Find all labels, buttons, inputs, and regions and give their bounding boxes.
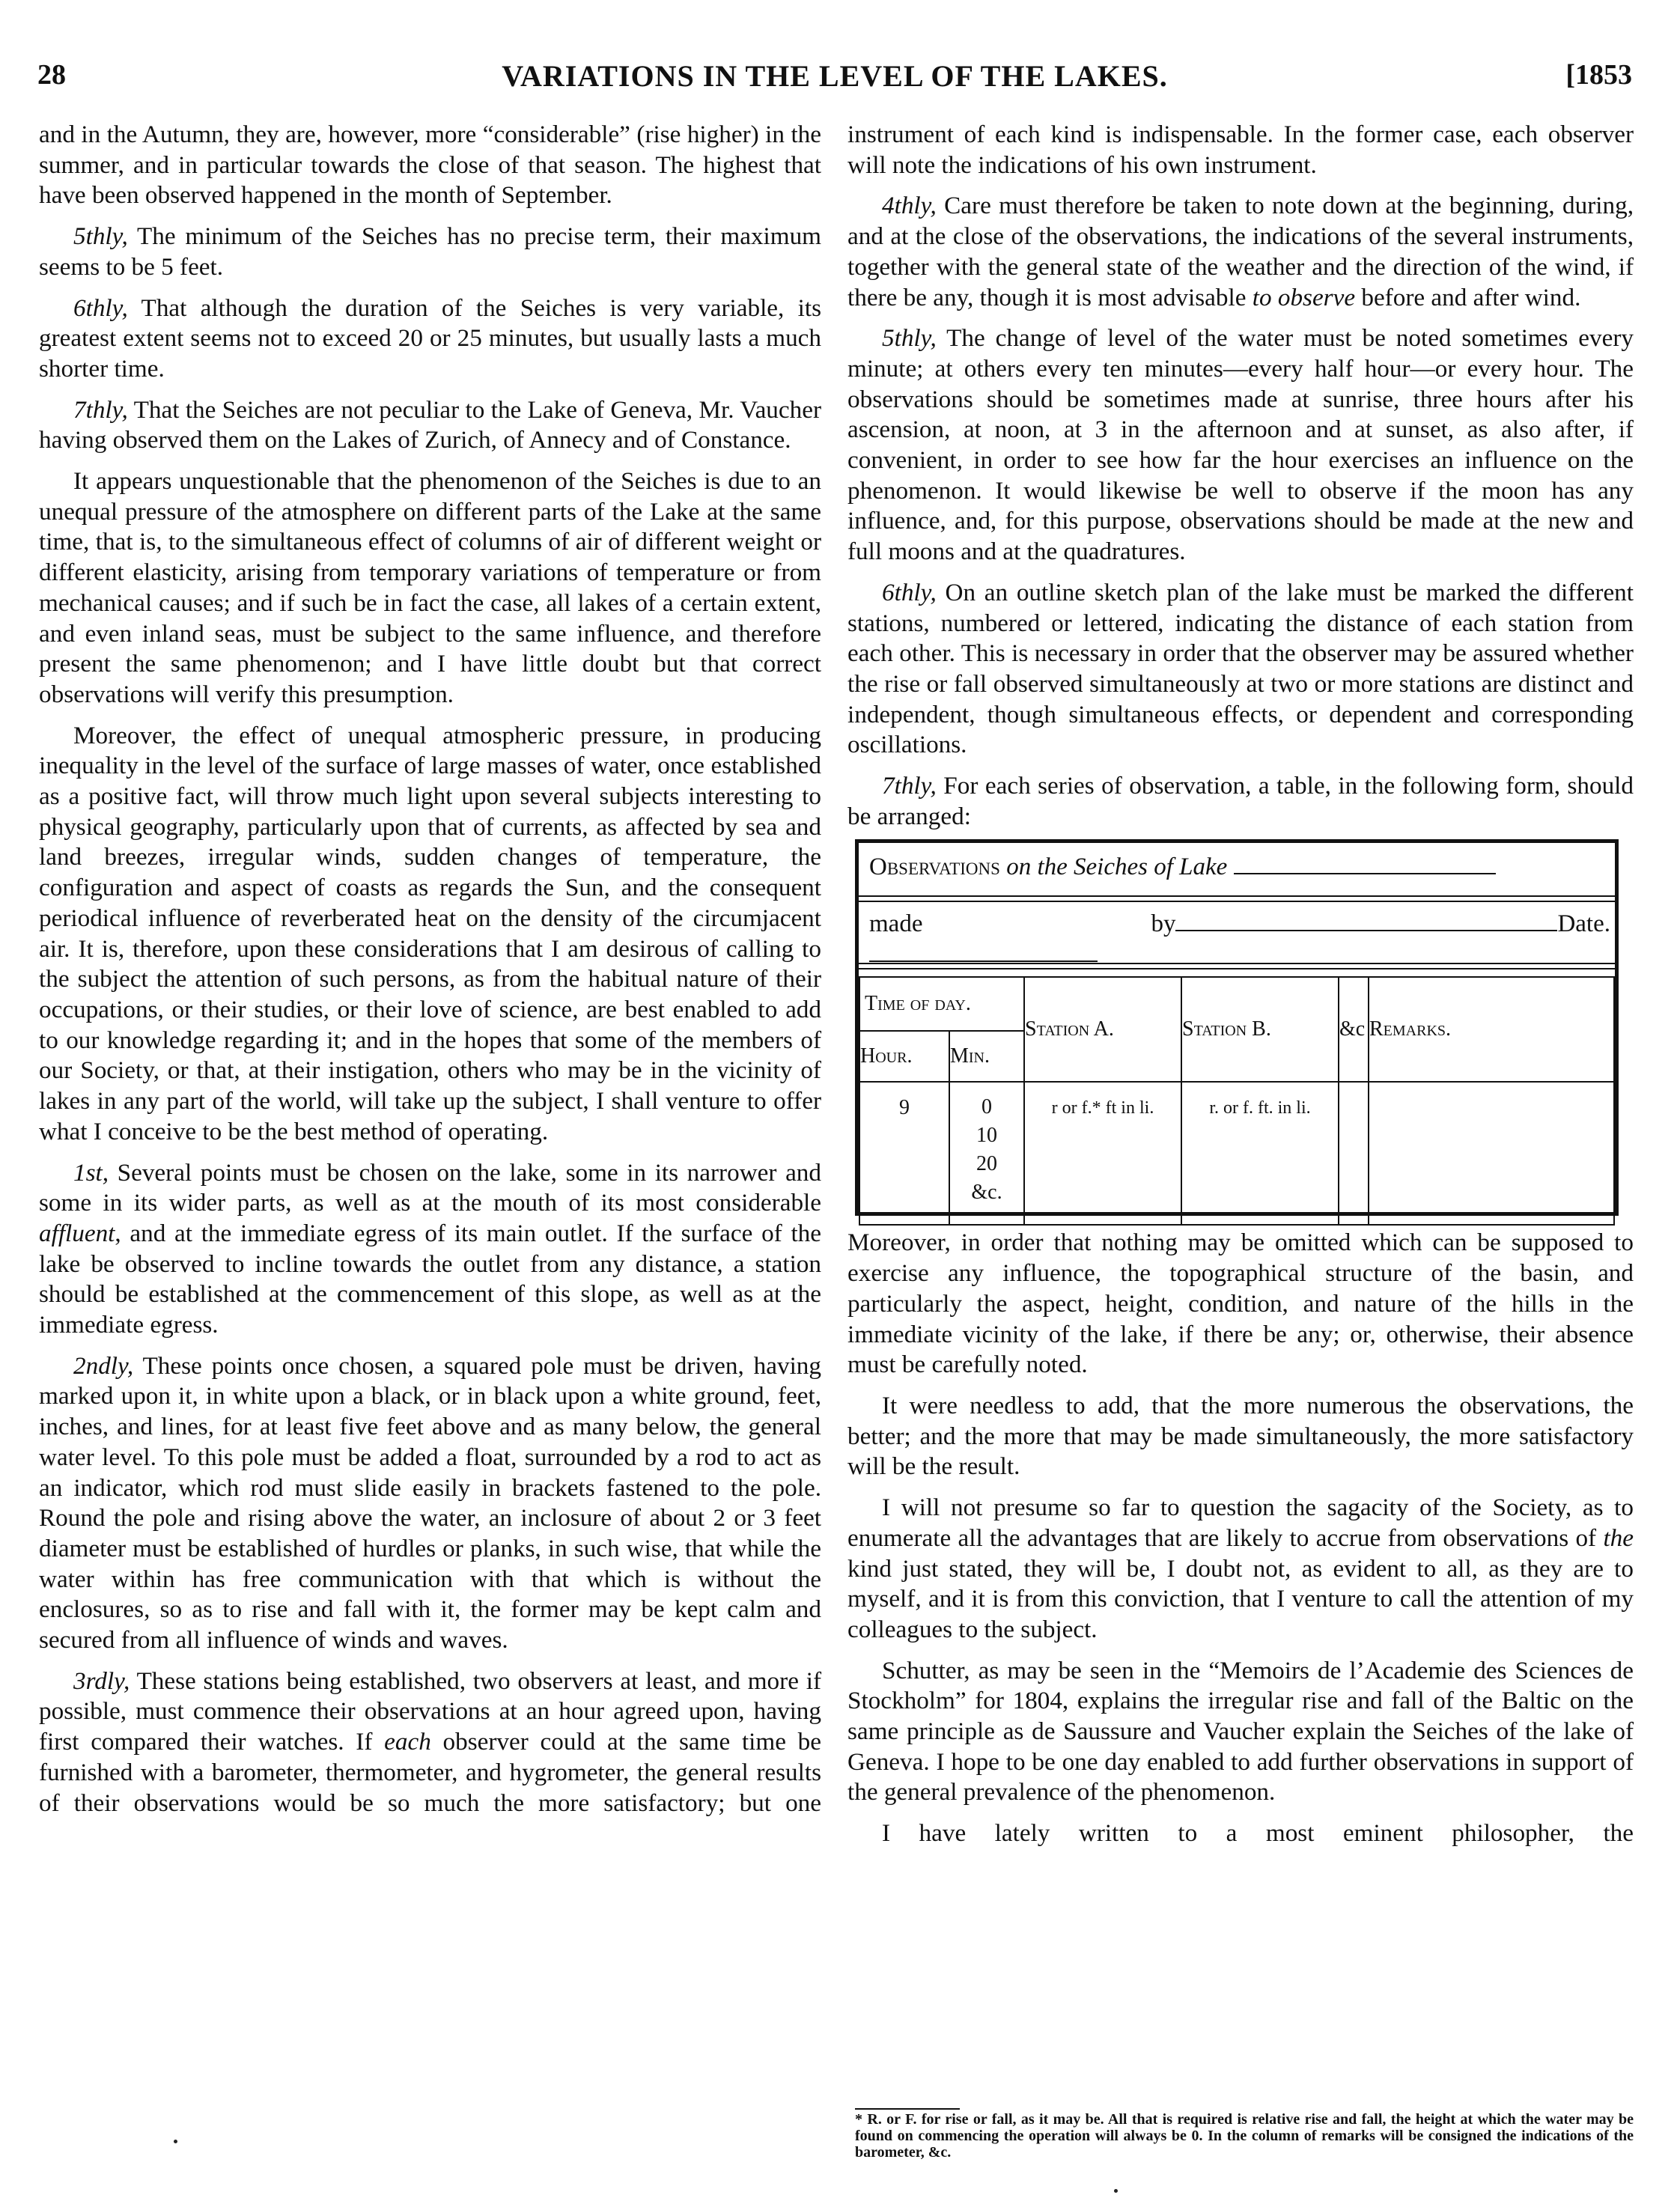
minute-value: &c. bbox=[971, 1181, 1002, 1205]
observation-form bbox=[855, 839, 1619, 1216]
paragraph-text: These points once chosen, a squared pole must be driven, having marked upon it, in white upon a black, or in black upon a white ground, feet, inches, and lines, for at least five feet above and as many below, the general water level. To this pole must be added a float, surrounded by a rod to act as an indicator, which rod must slide easily in brackets fastened to the pole. Round the pole and rising above the water, an inclosure of about 2 or 3 feet diameter must be established of hurdles or planks, in such wise, that while the water within has free communication with that which is without the enclosures, so as to rise and fall with it, the former may be kept calm and secured from all influence of winds and waves. bbox=[39, 1351, 821, 1654]
paragraph-text: Care must therefore be taken to note down at the beginning, during, and at the close of the observations, the indications of the several instruments, together with the general state of the weather and the direction of the wind, if there be any, though it is most advisable bbox=[847, 192, 1634, 311]
paragraph-lead: 1st, bbox=[73, 1158, 109, 1187]
double-rule bbox=[859, 963, 1615, 969]
running-head bbox=[37, 58, 1632, 103]
volume-year: [1853 bbox=[1565, 59, 1632, 91]
paragraph-text: Several points must be chosen on the lake, some in its narrower and some in its wider parts, as well as at the mouth of its most considerable bbox=[39, 1158, 821, 1217]
paragraph-lead: 5thly, bbox=[882, 324, 937, 353]
paragraph bbox=[39, 222, 821, 282]
right-column bbox=[847, 120, 1634, 1860]
paragraph-text: These stations being established, two observers at least, and more if possible, must commence their observations at an hour agreed upon, having first compared their watches. If bbox=[39, 1666, 821, 1756]
cell-minutes bbox=[949, 1082, 1024, 1225]
made-by-label: made by bbox=[869, 910, 1176, 938]
paragraph bbox=[847, 191, 1634, 313]
observation-table bbox=[859, 976, 1615, 1226]
print-speck bbox=[1114, 2189, 1118, 2193]
col-etc: &c bbox=[1339, 977, 1369, 1082]
col-min: Min. bbox=[949, 1031, 1024, 1082]
paragraph bbox=[39, 293, 821, 385]
page-number: 28 bbox=[37, 59, 66, 91]
form-made-by-line bbox=[869, 909, 1610, 969]
paragraph: instrument of each kind is indispensable. In the former case, each observer will note the indications of his own instrument. bbox=[847, 121, 1634, 179]
col-station-b: Station B. bbox=[1181, 977, 1339, 1082]
blank-line bbox=[1234, 873, 1496, 874]
paragraph-text: The change of level of the water must be noted sometimes every minute; at others every ten minutes—every half hour—or every hour. The observations should be sometimes made at sunrise, three hours after his ascension, at noon, at 3 in the afternoon and at sunset, as also after, if convenient, in order to see how far the hour exercises an influence on the phenomenon. It would likewise be well to observe if the moon has any influence, and, for this purpose, observations should be made at the new and full moons and at the quadratures. bbox=[847, 324, 1634, 566]
date-label: Date. bbox=[1557, 910, 1610, 938]
table-header-row bbox=[859, 977, 1614, 1031]
minute-value: 20 bbox=[976, 1152, 997, 1176]
paragraph: It appears unquestionable that the phenomenon of the Seiches is due to an unequal pressure of the atmosphere on different parts of the Lake at the same time, that is, to the simultaneous effect of columns of air of different weight or different elasticity, arising from temporary variations of temperature or from mechanical causes; and if such be in fact the case, all lakes of a certain extent, and even inland seas, must be subject to the same influence, and therefore present the same phenomenon; and I have little doubt but that correct observations will verify this presumption. bbox=[39, 467, 821, 708]
cell-hour: 9 bbox=[859, 1082, 949, 1225]
paragraph-lead: 3rdly, bbox=[73, 1666, 130, 1695]
paragraph-lead: 2ndly, bbox=[73, 1351, 134, 1380]
paragraph-lead: 6thly, bbox=[73, 293, 128, 322]
paragraph-text: For each series of observation, a table, in the following form, should be arranged: bbox=[847, 772, 1634, 830]
print-speck bbox=[174, 2140, 177, 2143]
italic-term: to observe bbox=[1252, 283, 1356, 311]
paragraph-lead: 5thly, bbox=[73, 222, 128, 251]
col-hour: Hour. bbox=[859, 1031, 949, 1082]
paragraph-text: observer could at the same time be furnished with a barometer, thermometer, and hygrometer, the general results of their observations would be so much the more satisfactory; but one bbox=[39, 1728, 821, 1817]
footnote-rule bbox=[855, 2108, 960, 2110]
paragraph bbox=[847, 578, 1634, 761]
col-station-a: Station A. bbox=[1024, 977, 1181, 1082]
paragraph: and in the Autumn, they are, however, more “considerable” (rise higher) in the summer, and in particular towards the close of that season. The highest that have been observed happened in the month of September. bbox=[39, 121, 821, 210]
paragraph-text: before and after wind. bbox=[1355, 283, 1581, 311]
paragraph: Schutter, as may be seen in the “Memoirs de l’Academie des Sciences de Stockholm” for 1804, explains the irregular rise and fall of the Baltic on the same principle as de Saussure and Vaucher explain the Seiches of the lake of Geneva. I hope to be one day enabled to add further observations in support of the general prevalence of the phenomenon. bbox=[847, 1656, 1634, 1806]
italic-term: each bbox=[384, 1728, 431, 1756]
paragraph-text: The minimum of the Seiches has no precise term, their maximum seems to be 5 feet. bbox=[39, 222, 821, 281]
paragraph bbox=[39, 395, 821, 456]
paragraph: It were needless to add, that the more numerous the observations, the better; and the more that may be made simultaneously, the more satisfactory will be the result. bbox=[847, 1391, 1634, 1481]
paragraph-text: , and at the immediate egress of its main outlet. If the surface of the lake be observed to incline towards the outlet from any distance, a station should be established at the commencement of this slope, as well as at the immediate egress. bbox=[39, 1219, 821, 1339]
blank-line bbox=[1175, 930, 1557, 931]
paragraph bbox=[847, 771, 1634, 832]
paragraph: Moreover, the effect of unequal atmospheric pressure, in producing inequality in the level of the surface of large masses of water, once established as a positive fact, will throw much light upon several subjects interesting to physical geography, particularly upon that of currents, as affected by sea and land breezes, irregular winds, sudden changes of temperature, the configuration and aspect of coasts as regards the Sun, and the consequent periodical influence of reverberated heat on the density of the circumjacent air. It is, therefore, upon these considerations that I am desirous of calling to the subject the attention of such persons, as from the habitual nature of their occupations, or their studies, or their love of science, are best enabled to add to our knowledge regarding it; and in the hopes that some of the members of our Society, or that, at their instigation, others who may be in the vicinity of lakes in any part of the world, will take up the subject, I shall venture to offer what I conceive to be the best method of operating. bbox=[39, 721, 821, 1145]
paragraph-text: I will not presume so far to question the sagacity of the Society, as to enumerate all the advantages that are likely to accrue from observations of bbox=[847, 1494, 1634, 1552]
paragraph bbox=[39, 1666, 821, 1819]
table-row bbox=[859, 1082, 1614, 1225]
page-title: VARIATIONS IN THE LEVEL OF THE LAKES. bbox=[502, 59, 1168, 93]
italic-term: affluent bbox=[39, 1219, 115, 1247]
cell-etc bbox=[1339, 1082, 1369, 1225]
paragraph: Moreover, in order that nothing may be omitted which can be supposed to exercise any influence, the topographical structure of the basin, and particularly the aspect, height, condition, and nature of the hills in the immediate vicinity of the lake, if there be any; or, otherwise, their absence must be carefully noted. bbox=[847, 1229, 1634, 1379]
col-time-of-day: Time of day. bbox=[859, 977, 1024, 1031]
paragraph-text: On an outline sketch plan of the lake must be marked the different stations, numbered or lettered, indicating the distance of each station from each other. This is necessary in order that the observer may be assured whether the rise or fall observed simultaneously at two or more stations are distinct and independent, though simultaneous effects, or dependent and corresponding oscillations. bbox=[847, 578, 1634, 759]
form-title-italic: on the Seiches of Lake bbox=[1006, 853, 1228, 881]
minute-value: 0 bbox=[981, 1095, 992, 1119]
paragraph-lead: 4thly, bbox=[882, 192, 937, 220]
footnote: * R. or F. for rise or fall, as it may be. All that is required is relative rise and fall, the height at which the water may be found on commencing the operation will always be 0. In the column of remarks will be consigned the indications of the barometer, &c. bbox=[855, 2111, 1634, 2161]
col-remarks: Remarks. bbox=[1369, 977, 1614, 1082]
paragraph-text: That although the duration of the Seiches is very variable, its greatest extent seems not to exceed 20 or 25 minutes, but usually lasts a much shorter time. bbox=[39, 293, 821, 383]
form-title-caps: Observations bbox=[869, 853, 1000, 881]
left-column bbox=[39, 120, 821, 1829]
paragraph-text: That the Seiches are not peculiar to the Lake of Geneva, Mr. Vaucher having observed them on the Lakes of Zurich, of Annecy and of Constance. bbox=[39, 395, 821, 454]
cell-station-a: r or f.* ft in li. bbox=[1024, 1082, 1181, 1225]
paragraph-text: kind just stated, they will be, I doubt not, as evident to all, as they are to myself, and it is from this conviction, that I venture to call the attention of my colleagues to the subject. bbox=[847, 1554, 1634, 1643]
paragraph bbox=[847, 323, 1634, 567]
cell-station-b: r. or f. ft. in li. bbox=[1181, 1082, 1339, 1225]
paragraph-lead: 7thly, bbox=[73, 395, 128, 424]
paragraph bbox=[39, 1158, 821, 1341]
double-rule bbox=[859, 895, 1615, 902]
paragraph bbox=[847, 1493, 1634, 1646]
form-title-line bbox=[869, 852, 1610, 883]
minute-value: 10 bbox=[976, 1124, 997, 1148]
paragraph-lead: 7thly, bbox=[882, 772, 937, 800]
paragraph bbox=[39, 1351, 821, 1656]
blank-line bbox=[869, 961, 1098, 962]
italic-term: the bbox=[1603, 1523, 1634, 1552]
cell-remarks bbox=[1369, 1082, 1614, 1225]
paragraph: I have lately written to a most eminent philosopher, the bbox=[882, 1819, 1634, 1848]
paragraph-lead: 6thly, bbox=[882, 578, 937, 606]
